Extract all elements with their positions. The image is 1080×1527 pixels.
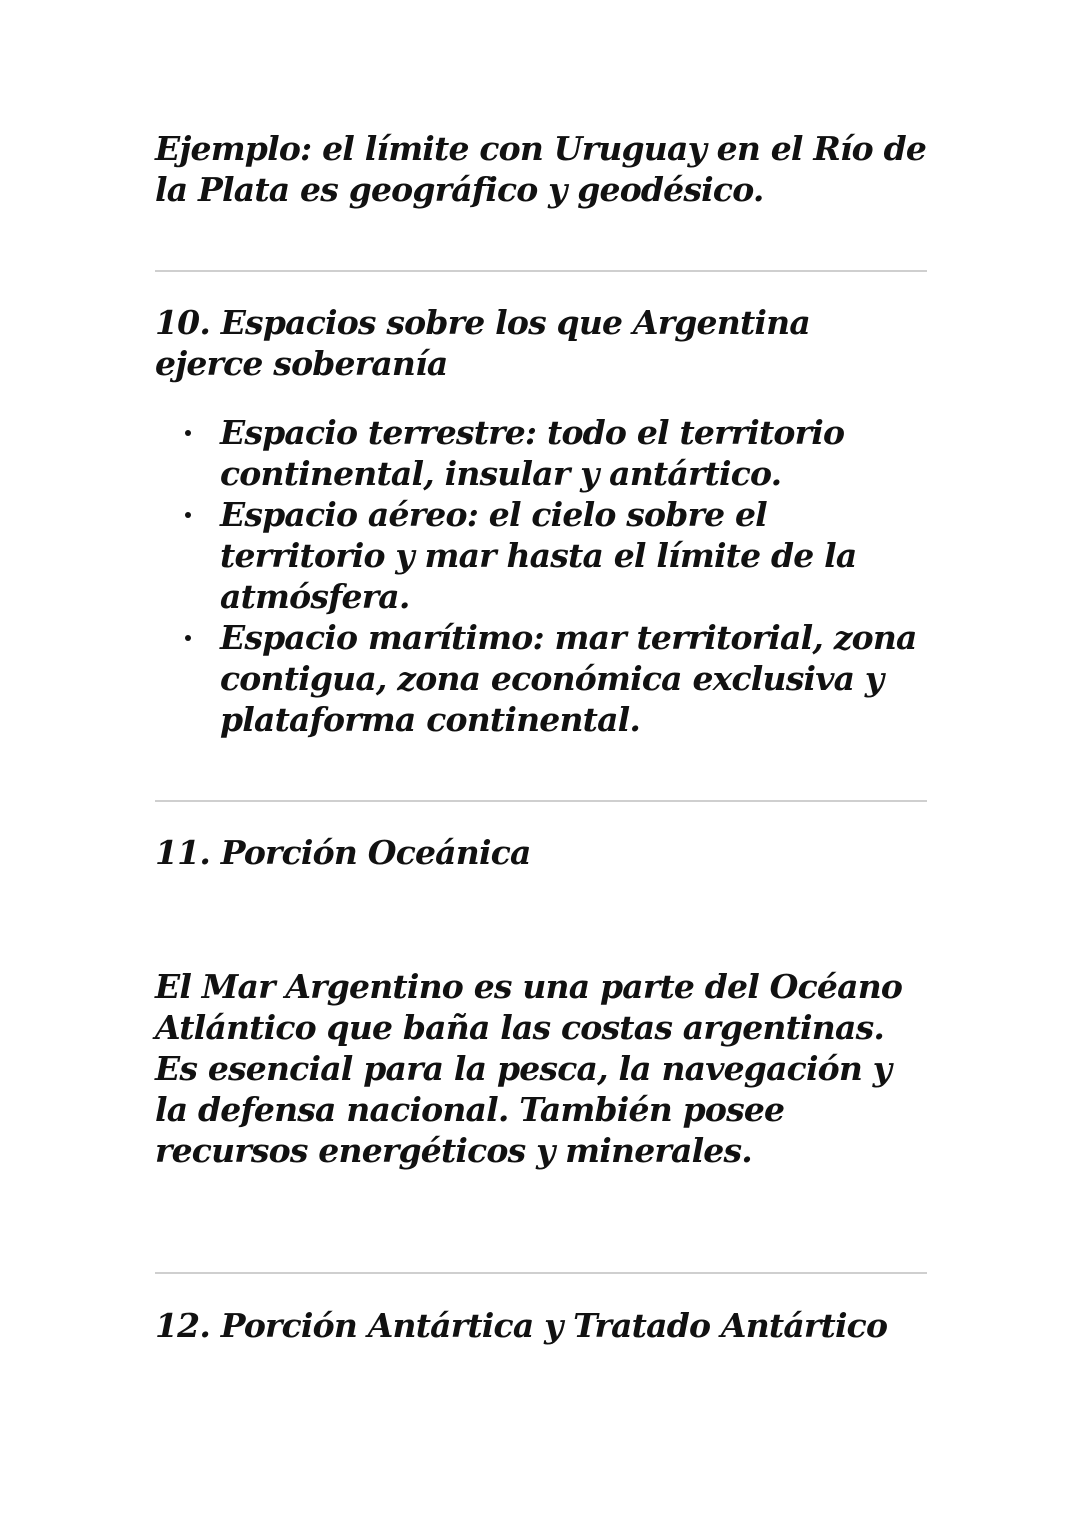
list-item-text: Espacio aéreo: el cielo sobre el territorio y mar hasta el límite de la atmósfera. bbox=[220, 495, 857, 616]
section-heading-12: 12. Porción Antártica y Tratado Antártico bbox=[155, 1306, 888, 1345]
list-item-text: Espacio terrestre: todo el territorio continental, insular y antártico. bbox=[220, 413, 845, 493]
section-divider bbox=[155, 1272, 927, 1274]
list-item bbox=[155, 494, 927, 617]
section-12 bbox=[155, 1305, 927, 1346]
bullet-icon bbox=[185, 635, 191, 641]
intro-block bbox=[155, 128, 927, 210]
section-heading-11: 11. Porción Oceánica bbox=[155, 833, 531, 872]
list-item bbox=[155, 412, 927, 494]
section-10 bbox=[155, 302, 927, 740]
intro-paragraph: Ejemplo: el límite con Uruguay en el Río de la Plata es geográfico y geodésico. bbox=[155, 129, 927, 209]
section-heading-10: 10. Espacios sobre los que Argentina ejerce soberanía bbox=[155, 303, 810, 383]
bullet-icon bbox=[185, 430, 191, 436]
oceanic-paragraph: El Mar Argentino es una parte del Océano Atlántico que baña las costas argentinas. Es esencial para la pesca, la navegación y la defensa nacional. También posee recursos energéticos y minerales. bbox=[155, 967, 903, 1170]
section-divider bbox=[155, 270, 927, 272]
sovereignty-spaces-list bbox=[155, 412, 927, 740]
section-11-body bbox=[155, 966, 927, 1171]
section-divider bbox=[155, 800, 927, 802]
list-item-text: Espacio marítimo: mar territorial, zona contigua, zona económica exclusiva y plataforma continental. bbox=[220, 618, 917, 739]
list-item bbox=[155, 617, 927, 740]
section-11 bbox=[155, 832, 927, 873]
bullet-icon bbox=[185, 512, 191, 518]
